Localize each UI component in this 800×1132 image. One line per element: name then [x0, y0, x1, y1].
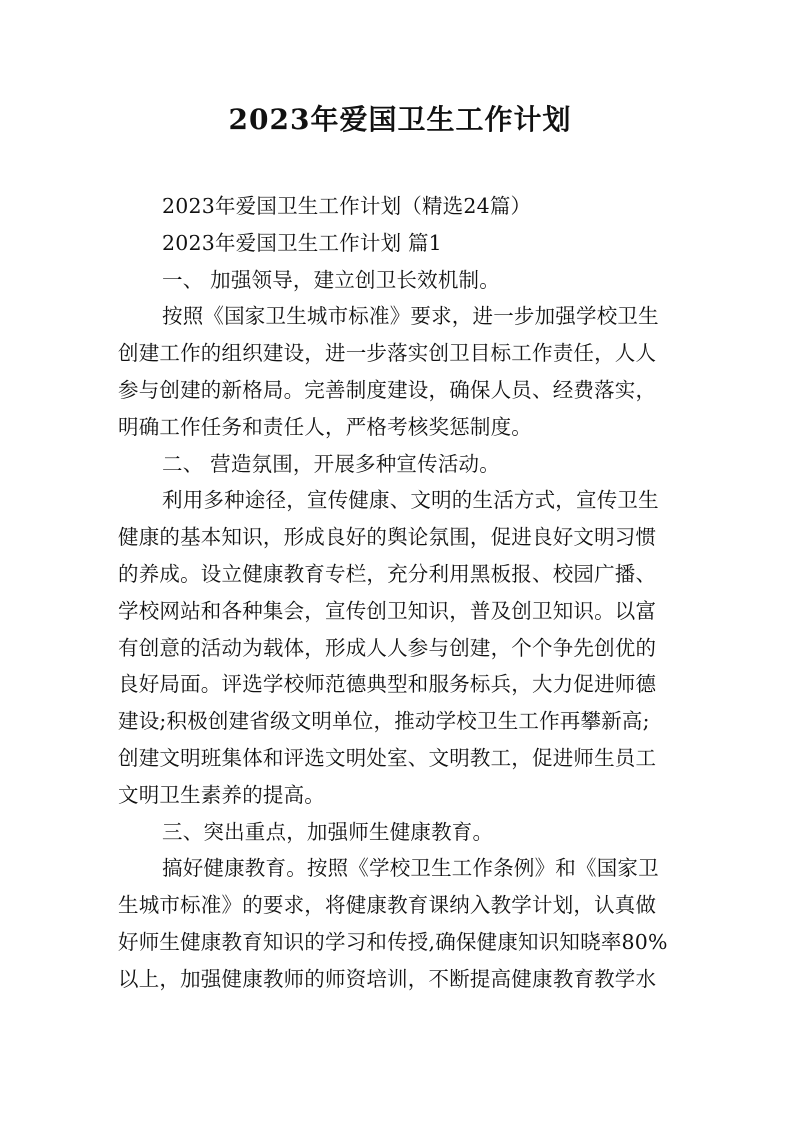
body-line: 的养成。设立健康教育专栏，充分利用黑板报、校园广播、 — [118, 561, 657, 586]
body-line: 生城市标准》的要求，将健康教育课纳入教学计划，认真做 — [118, 893, 657, 918]
document-body — [118, 188, 690, 998]
section-heading: 三、突出重点，加强师生健康教育。 — [162, 819, 494, 844]
body-line: 2023年爱国卫生工作计划（精选24篇） — [162, 194, 532, 218]
section-heading: 二、 营造氛围，开展多种宣传活动。 — [162, 451, 500, 476]
body-line: 参与创建的新格局。完善制度建设，确保人员、经费落实， — [118, 377, 657, 402]
body-line: 按照《国家卫生城市标准》要求，进一步加强学校卫生 — [162, 304, 659, 329]
body-line: 明确工作任务和责任人，严格考核奖惩制度。 — [118, 414, 532, 439]
body-line: 搞好健康教育。按照《学校卫生工作条例》和《国家卫 — [162, 856, 659, 881]
body-line: 创建文明班集体和评选文明处室、文明教工，促进师生员工 — [118, 745, 657, 770]
body-line: 以上，加强健康教师的师资培训，不断提高健康教育教学水 — [118, 966, 657, 991]
section-heading: 一、 加强领导，建立创卫长效机制。 — [162, 267, 500, 292]
body-line: 有创意的活动为载体，形成人人参与创建，个个争先创优的 — [118, 635, 657, 660]
body-line: 良好局面。评选学校师范德典型和服务标兵，大力促进师德 — [118, 672, 657, 697]
body-line: 利用多种途径，宣传健康、文明的生活方式，宣传卫生 — [162, 488, 659, 513]
body-line: 创建工作的组织建设，进一步落实创卫目标工作责任，人人 — [118, 341, 657, 366]
body-line: 2023年爱国卫生工作计划 篇1 — [162, 230, 442, 255]
body-line: 文明卫生素养的提高。 — [118, 782, 325, 807]
body-line: 建设;积极创建省级文明单位，推动学校卫生工作再攀新高; — [118, 709, 650, 734]
body-line: 健康的基本知识，形成良好的舆论氛围，促进良好文明习惯 — [118, 525, 657, 550]
body-line: 学校网站和各种集会，宣传创卫知识，普及创卫知识。以富 — [118, 598, 657, 623]
document-title: 2023年爱国卫生工作计划 — [228, 103, 572, 136]
body-line: 好师生健康教育知识的学习和传授,确保健康知识知晓率80% — [118, 929, 668, 954]
